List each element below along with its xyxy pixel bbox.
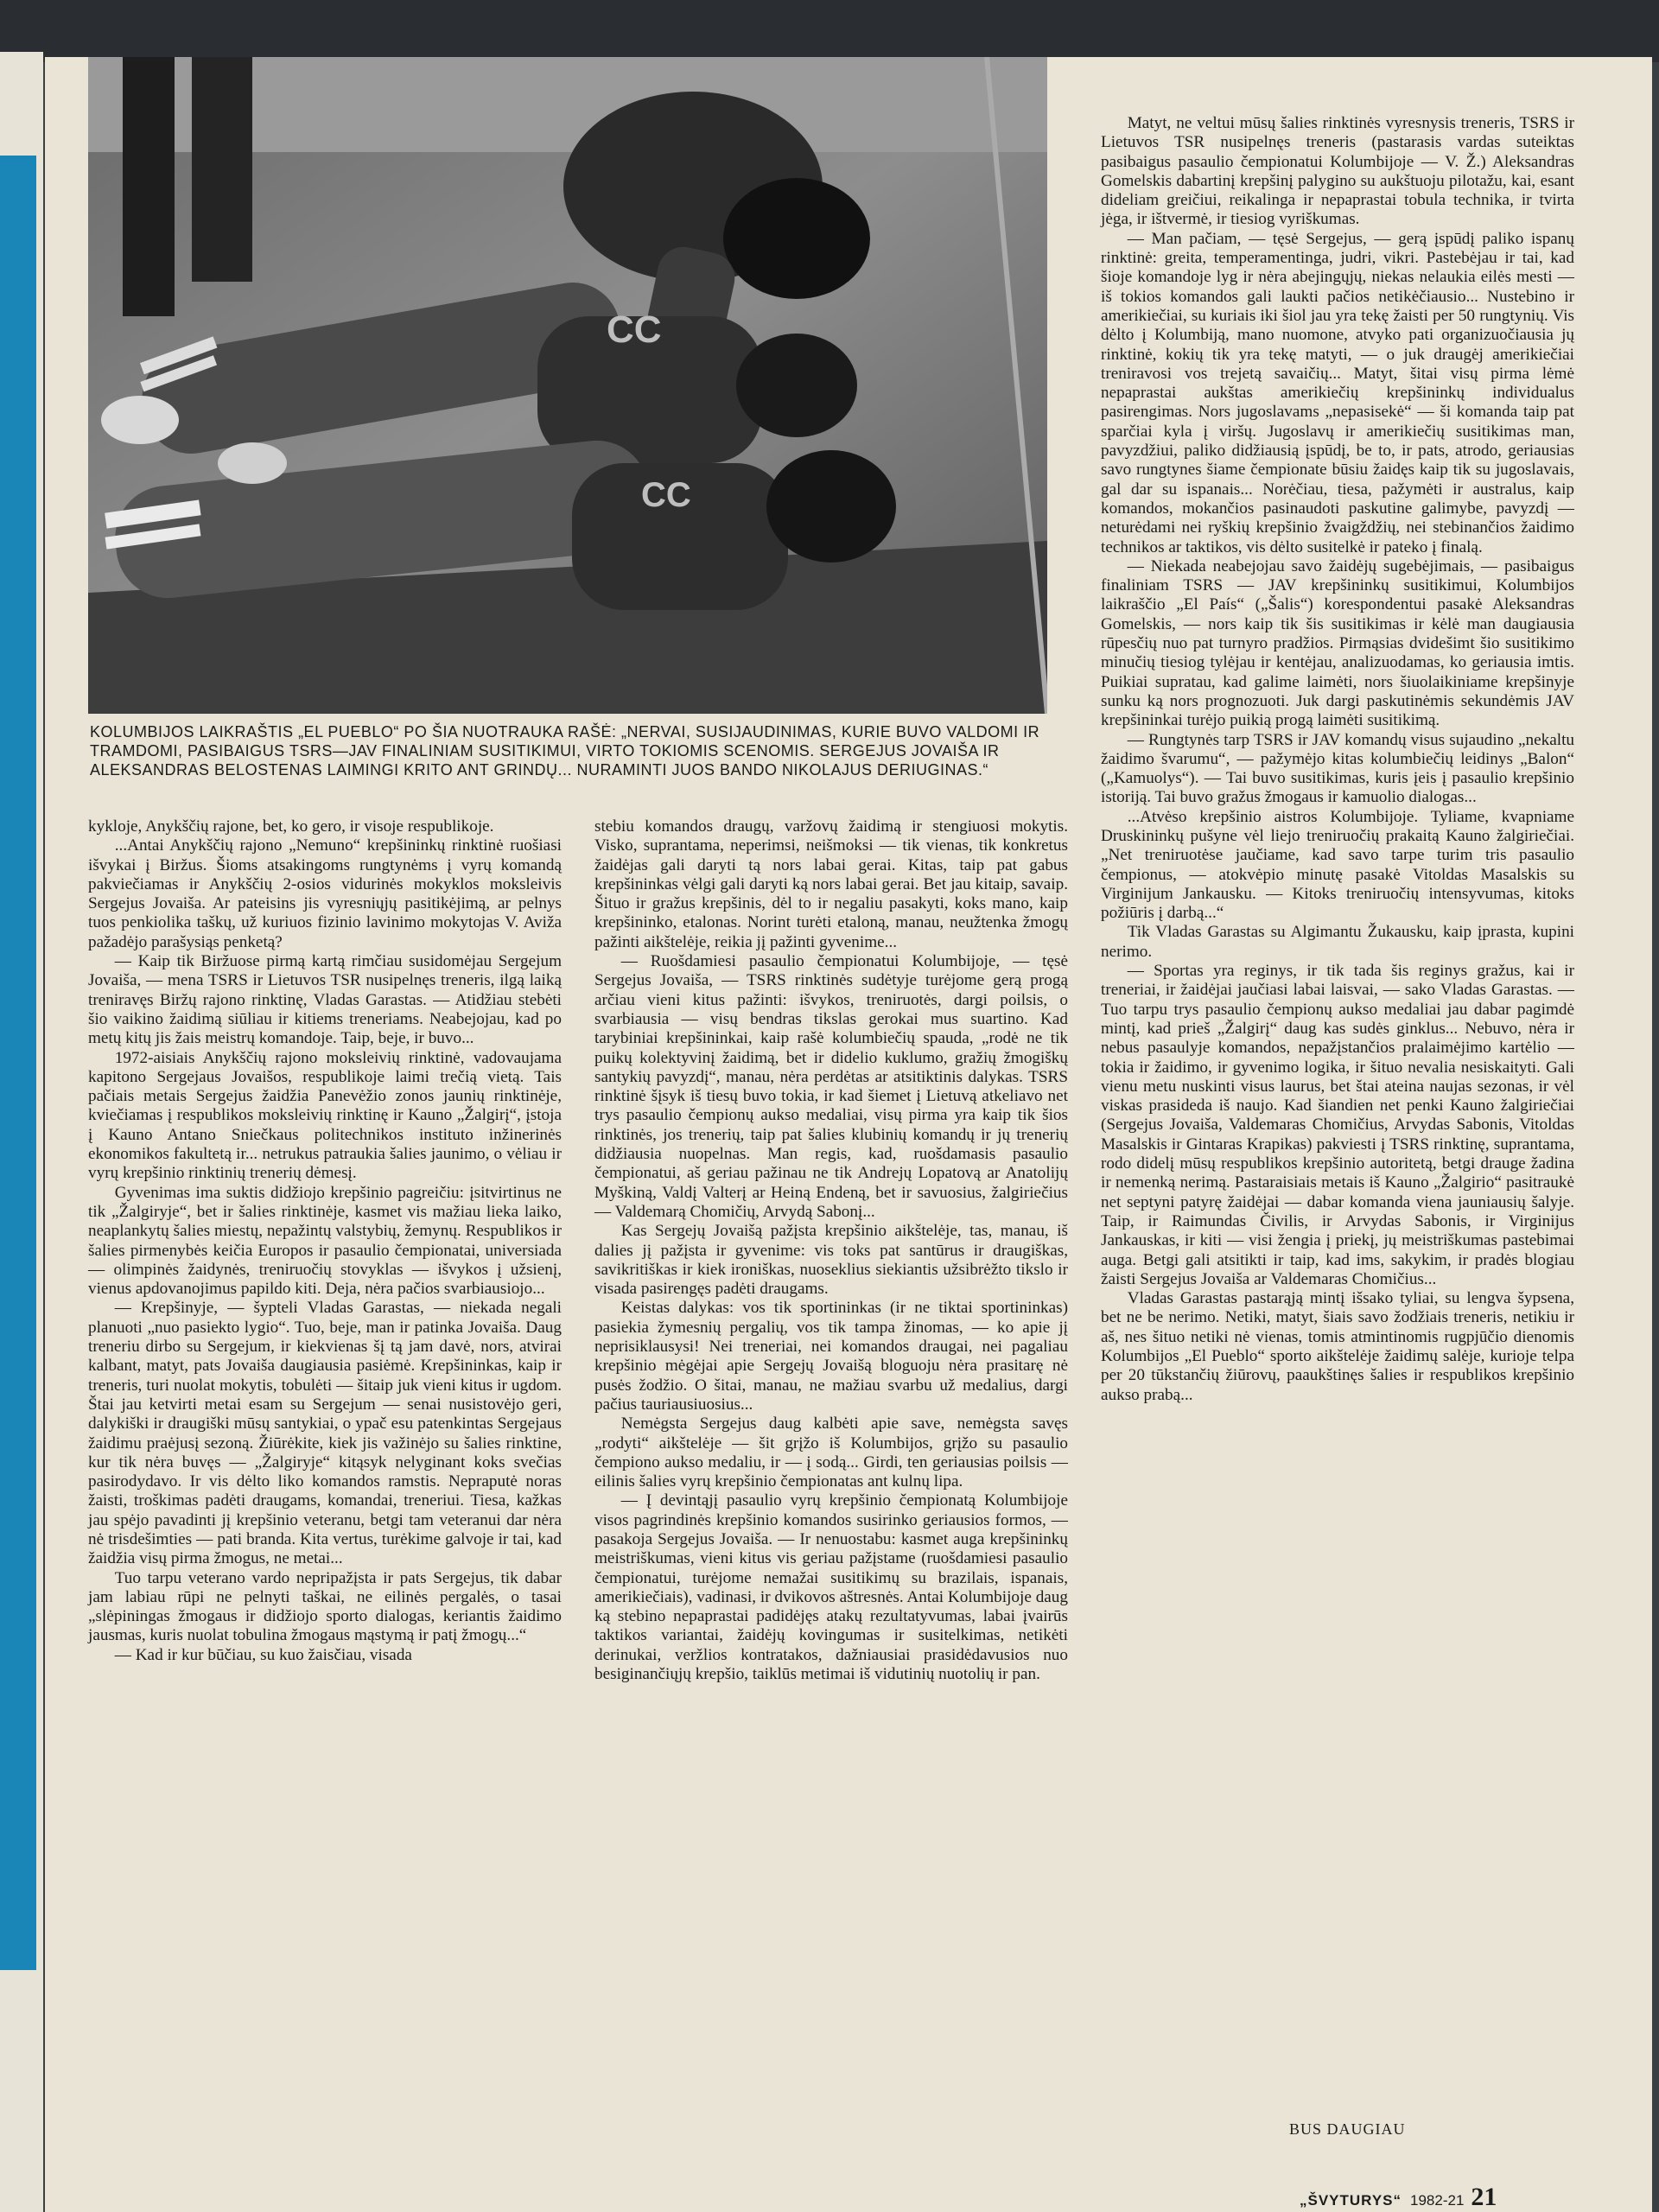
to-be-continued: BUS DAUGIAU	[1289, 2120, 1406, 2138]
article-column-1	[88, 817, 562, 1665]
paragraph: ...Atvėso krepšinio aistros Kolumbijoje. Tyliame, kvapniame Druskininkų pušyne vėl liejo treniruočių prakaitą Kauno žalgiriečiai. „Net treniruotėse jaučiame, kad savo tarpe turim tris pasaulio čempionus, — atokvėpio minutę pasakė Vitoldas Masalskis su Virginijum Jankausku. — Kitoks treniruočių intensyvumas, kitoks požiūris į darbą...“	[1101, 807, 1574, 923]
paragraph: Tuo tarpu veterano vardo nepripažįsta ir pats Sergejus, tik dabar jam labiau rūpi ne pelnyti taškai, ne eilinės pergalės, o tasai „slėpiningas žmogaus ir didžiojo sporto dialogas, keriantis žaidimo jausmas, kuris nuolat tobulina žmogaus mąstymą ir patį žmogų...“	[88, 1568, 562, 1645]
paragraph: Tik Vladas Garastas su Algimantu Žukausku, kaip įprasta, kupini nerimo.	[1101, 923, 1574, 961]
paragraph: Kas Sergejų Jovaišą pažįsta krepšinio aikštelėje, tas, manau, iš dalies jį pažįsta ir gyvenime: vis toks pat santūrus ir draugiškas, savikritiškas ir kiek ironiškas, nuoseklius siekiantis užsibrėžto tikslo ir visada pasirengęs padėti draugams.	[594, 1222, 1068, 1299]
paragraph: Gyvenimas ima suktis didžiojo krepšinio pagreičiu: įsitvirtinus ne tik „Žalgiryje“, bet ir šalies rinktinėje, kasmet vis mažiau lieka laiko, neaplankytų šalies miestų, nepažintų valstybių, žemynų. Respublikos ir šalies pirmenybės keičia Europos ir pasaulio čempionatai, universiada — olimpinės žaidynės, treniruočių stovyklas — išvykos į užsienį, vienus apdovanojimus papildo kiti. Deja, nėra pačios svarbiausiojo...	[88, 1183, 562, 1299]
paragraph: Nemėgsta Sergejus daug kalbėti apie save, nemėgsta savęs „rodyti“ aikštelėje — šit grįžo iš Kolumbijos, grįžo su pasaulio čempiono aukso medaliu, ir — į sodą... Girdi, ten geriausias poilsis — eilinis šalies vyrų krepšinio čempionatas ant kulnų lipa.	[594, 1414, 1068, 1491]
paragraph: 1972-aisiais Anykščių rajono moksleivių rinktinė, vadovaujama kapitono Sergejaus Jovaišos, respublikoje laimi trečią vietą. Tais pačiais metais Sergejus žaidžia Panevėžio zonos jaunių rinktinėje, kviečiamas į respublikos moksleivių rinktinę ir Kauno „Žalgirį“, įstoja į Kauno Antano Sniečkaus politechnikos instituto inžinerinės ekonomikos fakultetą ir... netrukus patraukia šalies jaunimo, o vėliau ir vyrų krepšinio rinktinių trenerių dėmesį.	[88, 1048, 562, 1183]
paragraph: — Į devintąjį pasaulio vyrų krepšinio čempionatą Kolumbijoje visos pagrindinės krepšinio komandos susirinko geriausios formos, — pasakoja Sergejus Jovaiša. — Ir nenuostabu: kasmet auga krepšininkų meistriškumas, vieni kitus vis geriau pažįstame (ruošdamiesi pasaulio čempionatui, turėjome nemažai susitikimų su brazilais, ispanais, amerikiečiais), vadinasi, ir dvikovos aštresnės. Antai Kolumbijoje daug ką stebino nepaprastai padidėjęs atakų rezultatyvumas, labai įvairūs taktikos variantai, žaidėjų kovingumas ir susitelkimas, netikėti derinukai, veržlios kontratakos, dažniausiai prasidėdavusios nuo besiginančiųjų krepšio, taiklūs metimai iš vidutinių nuotolių ir pan.	[594, 1491, 1068, 1684]
paragraph: — Man pačiam, — tęsė Sergejus, — gerą įspūdį paliko ispanų rinktinė: greita, temperamentinga, judri, vikri. Pastebėjau ir tai, kad šioje komandoje lyg ir nėra abejingųjų, niekas nelaukia eilės mesti — iš tokios komandos gali laukti pačios netikėčiausio... Nustebino ir amerikiečiai, su kuriais iki šiol jau yra tekę žaisti per 50 rungtynių. Vis dėlto į Kolumbiją, mano nuomone, atvyko pati organizuočiausia jų rinktinė, kokių tik yra tekę matyti, — o juk draugėj amerikiečiai treniravosi vos trejetą savaičių... Matyt, šitai visų pirma lėmė nepaprastai aukštas amerikiečių krepšininkų individualus pasirengimas. Nors jugoslavams „nepasisekė“ — ši komanda taip pat sparčiai kyla į viršų. Jugoslavų ir amerikiečių susitikimas man, pavyzdžiui, paliko didžiausią įspūdį, be to, ir pats, atrodo, geriausias savo rungtynes šiame čempionate būsiu žaidęs kaip tik su jugoslavais, gal dar su ispanais... Norėčiau, tiesa, pažymėti ir australus, kaip komandos, mokančios pasinaudoti paskutine galimybe, pavyzdį — neturėdami nei ryškių krepšinio žvaigždžių, nei stebinančios žaidimo technikos ar taktikos, vis dėlto susitelkė ir pateko į finalą.	[1101, 229, 1574, 556]
paragraph: stebiu komandos draugų, varžovų žaidimą ir stengiuosi mokytis. Visko, suprantama, neperimsi, neišmoksi — tik vienas, tik konkretus žaidėjas gali daryti tą nors labai gerai. Kitas, taip pat gabus krepšininkas vėlgi gali daryti ką nors labai gerai. Bet jau kitaip, savaip. Šituo ir gražus krepšinis, dėl to ir negaliu pasakyti, koks mano, kaip krepšininko, etalonas. Norint turėti etaloną, manau, neužtenka žmogų pažinti aikštelėje, reikia jį pažinti gyvenime...	[594, 817, 1068, 951]
paragraph: — Sportas yra reginys, ir tik tada šis reginys gražus, kai ir treneriai, ir žaidėjai jaučiasi labai laisvai, — sako Vladas Garastas. — Tuo tarpu trys pasaulio čempionų aukso medaliai jau dabar pagimdė mintį, kad prieš „Žalgirį“ daug kas sudės ginklus... Nebuvo, nėra ir nebus pasaulyje komandos, nepažįstančios pralaimėjimo kartėlio — tokia ir žaidimo, ir gyvenimo logika, ir šituo nevalia nesiskaityti. Gali vienu metu nuskinti visus laurus, bet štai ateina naujas sezonas, ir vėl viskas prasideda iš naujo. Kad šiandien net penki Kauno žalgiriečiai (Sergejus Jovaiša, Valdemaras Chomičius, Arvydas Sabonis, Vitoldas Masalskis ir Gintaras Krapikas) pakviesti į TSRS rinktinę, suprantama, rodo didelį mūsų respublikos krepšinio autoritetą, betgi drauge žadina ir nemenką nerimą. Pastaraisiais metais iš Kauno „Žalgirio“ pasitraukė net septyni patyrę žaidėjai — dabar komanda viena jauniausių šalyje. Taip, ir Raimundas Čivilis, ir Arvydas Sabonis, ir Virginijus Jankauskas, ir kiti — visi žengia į priekį, jų meistriškumas pastebimai auga. Betgi gali atsitikti ir taip, kad ims, sakykim, ir pradės blogiau žaisti Sergejus Jovaiša ar Valdemaras Chomičius...	[1101, 962, 1574, 1288]
adjacent-page-blue-strip	[0, 156, 36, 1970]
paragraph: — Kad ir kur būčiau, su kuo žaisčiau, visada	[114, 1645, 412, 1664]
paragraph: — Ruošdamiesi pasaulio čempionatui Kolumbijoje, — tęsė Sergejus Jovaiša, — TSRS rinktinės sudėtyje turėjome gerą progą arčiau vieni kitus pažinti: išvykos, treniruotės, dargi poilsis, o svarbiausia — visų bendras tikslas gerokai mus suartino. Kad tarybiniai krepšininkai, kaip rašė kolumbiečių spauda, „rodė ne tik puikų kolektyvinį žaidimą, bet ir didelio kuklumo, gražių žmogiškų santykių pavyzdį“, manau, nėra perdėtas ar atsitiktinis dalykas. TSRS rinktinė šįsyk iš tiesų buvo tokia, ir kad šiemet į Lietuvą atkeliavo net trys pasaulio čempionų aukso medaliai, visų pirma yra kaip tik šios rinktinės, jos trenerių, taip pat šalies klubinių komandų ir jų trenerių didžiausia nuopelnas. Man regis, kad, ruošdamasis pasaulio čempionatui, aš geriau pažinau ne tik Andrejų Lopatovą ar Anatolijų Myškiną, Valdį Valterį ar Heiną Endeną, bet ir savuosius, žalgiriečius — Valdemarą Chomičių, Arvydą Sabonį...	[594, 952, 1068, 1221]
paragraph: Keistas dalykas: vos tik sportininkas (ir ne tiktai sportininkas) pasiekia žymesnių pergalių, vos tik tampa žinomas, — ko apie jį neprisiklausysi! Nei treneriai, nei komandos draugai, nei pagaliau krepšinio mėgėjai apie Sergejų Jovaišą bloguoju nėra prasitarę nė pusės žodžio. O šitai, manau, ne mažiau svarbu už medalius, dargi pačius tauriausiuosius...	[594, 1299, 1068, 1414]
paragraph: — Kaip tik Biržuose pirmą kartą rimčiau susidomėjau Sergejum Jovaiša, — mena TSRS ir Lietuvos TSR nusipelnęs treneris, ilgą laiką treniravęs Biržų rajono rinktinę, Vladas Garastas. — Atidžiau stebėti šio vaikino žaidimą siūliau ir kitiems treneriams. Neabejojau, kad po metų kitų jis žais meistrų komandoje. Taip, beje, ir buvo...	[88, 952, 562, 1048]
issue-number: 1982-21	[1410, 2192, 1465, 2209]
paragraph: Matyt, ne veltui mūsų šalies rinktinės vyresnysis treneris, TSRS ir Lietuvos TSR nusipelnęs treneris (pastarasis vardas suteiktas pasibaigus pasaulio čempionatui Kolumbijoje — V. Ž.) Aleksandras Gomelskis dabartinį krepšinį palygino su aukštuoju pilotažu, kai, esant dideliam greičiui, reikalinga ir nepaprastai tobula technika, ir tvirta jėga, ir ištvermė, ir tiesiog vyriškumas.	[1101, 114, 1574, 229]
background-top	[0, 0, 1659, 62]
paragraph: — Krepšinyje, — šypteli Vladas Garastas, — niekada negali planuoti „nuo pasiekto lygio“. Tuo, beje, man ir patinka Jovaiša. Daug treneriu dirbo su Sergejum, ir kiekvienas šį tą jam davė, nors, atvirai kalbant, matyt, pats Jovaiša daugiausia pasiėmė. Krepšininkas, kaip ir treneris, turi nuolat mokytis, tobulėti — šitaip juk vieni kitus ir ugdom. Štai jau ketvirti metai esam su Sergejum — senai nusistovėjo geri, dalykiški ir draugiški mūsų santykiai, o ypač esu patenkintas Sergejaus žaidimu praėjusį sezoną. Žiūrėkite, kiek jis važinėjo su šalies rinktine, kur tik nėra buvęs — „Žalgiryje“ kitąsyk nelyginant koks svečias pasirodydavo. Ir vis dėlto liko komandos ramstis. Nepraputė noras žaisti, troškimas padėti draugams, komandai, treneriui. Tiesa, kažkas jau spėjo pavadinti jį krepšinio veteranu, betgi tam veteranui dar nėra nė trisdešimties — pati branda. Kita vertus, turėkime galvoje ir tai, kad žaidžia visų pirma žmogus, ne metai...	[88, 1299, 562, 1568]
basketball-celebration-photo	[88, 57, 1047, 714]
article-column-2	[594, 817, 1068, 1684]
paragraph: Vladas Garastas pastarąją mintį išsako tyliai, su lengva šypsena, bet ne be nerimo. Netiki, matyt, šiais savo žodžiais treneris, netikiu ir aš, nes šituo netiki nė vienas, tomis atmintinomis rugpjūčio dienomis Kolumbijos „El Pueblo“ sporto aikštelėje žaidimų salėje, kurioje telpa per 20 tūkstančių žiūrovų, paaukštinęs šalies ir respublikos krepšinio aukso prabą...	[1101, 1289, 1574, 1404]
paragraph: kykloje, Anykščių rajone, bet, ko gero, ir visoje respublikoje.	[88, 817, 494, 836]
page-number: 21	[1471, 2183, 1497, 2211]
magazine-page	[45, 57, 1652, 2212]
page-footer	[1300, 2183, 1497, 2212]
svg-text:СС: СС	[607, 308, 662, 351]
paragraph: ...Antai Anykščių rajono „Nemuno“ krepšininkų rinktinė ruošiasi išvykai į Biržus. Šioms atsakingoms rungtynėms į vyrų komandą pakviečiamas ir Anykščių 2-osios vidurinės mokyklos moksleivis Sergejus Jovaiša. Ar pateisins jis vyresniųjų pasitikėjimą, ar pelnys tuos penkiolika taškų, už kuriuos fizinio lavinimo mokytojas V. Aviža pažadėjo parašysiąs penketą?	[88, 836, 562, 951]
magazine-name: „ŠVYTURYS“	[1300, 2192, 1402, 2209]
article-column-3	[1101, 114, 1574, 1405]
paragraph: — Niekada neabejojau savo žaidėjų sugebėjimais, — pasibaigus finaliniam TSRS — JAV krepšininkų susitikimui, Kolumbijos laikraščio „El País“ („Šalis“) korespondentui pasakė Aleksandras Gomelskis, — nors kaip tik šis susitikimas ir kėlė man daugiausia rūpesčių nuo pat turnyro pradžios. Pirmąsias dvidešimt šio susitikimo minučių tiesiog tylėjau ir kentėjau, analizuodamas, ko geriausia imtis. Puikiai supratau, kad galime laimėti, nors šiuolaikiniame krepšinyje sunku ką nors prognozuoti. Juk dargi paskutinėmis sekundėmis JAV krepšininkai turėjo puikią progą laimėti susitikimą.	[1101, 556, 1574, 730]
svg-text:СС: СС	[641, 476, 691, 514]
photo-caption: KOLUMBIJOS LAIKRAŠTIS „EL PUEBLO“ PO ŠIA NUOTRAUKA RAŠĖ: „NERVAI, SUSIJAUDINIMAS, KURIE BUVO VALDOMI IR TRAMDOMI, PASIBAIGUS TSRS—JAV FINALINIAM SUSITIKIMUI, VIRTO TOKIOMIS SCENOMIS. SERGEJUS JOVAIŠA IR ALEKSANDRAS BELOSTENAS LAIMINGI KRITO ANT GRINDŲ... NURAMINTI JUOS BANDO NIKOLAJUS DERIUGINAS.“	[90, 723, 1040, 779]
paragraph: — Rungtynės tarp TSRS ir JAV komandų visus sujaudino „nekaltu žaidimo švarumu“, — pažymėjo kitas kolumbiečių leidinys „Balon“ („Kamuolys“). — Tai buvo susitikimas, kuris įeis į pasaulio krepšinio istoriją. Tai buvo gražus žmogaus ir kamuolio dialogas...	[1101, 730, 1574, 807]
